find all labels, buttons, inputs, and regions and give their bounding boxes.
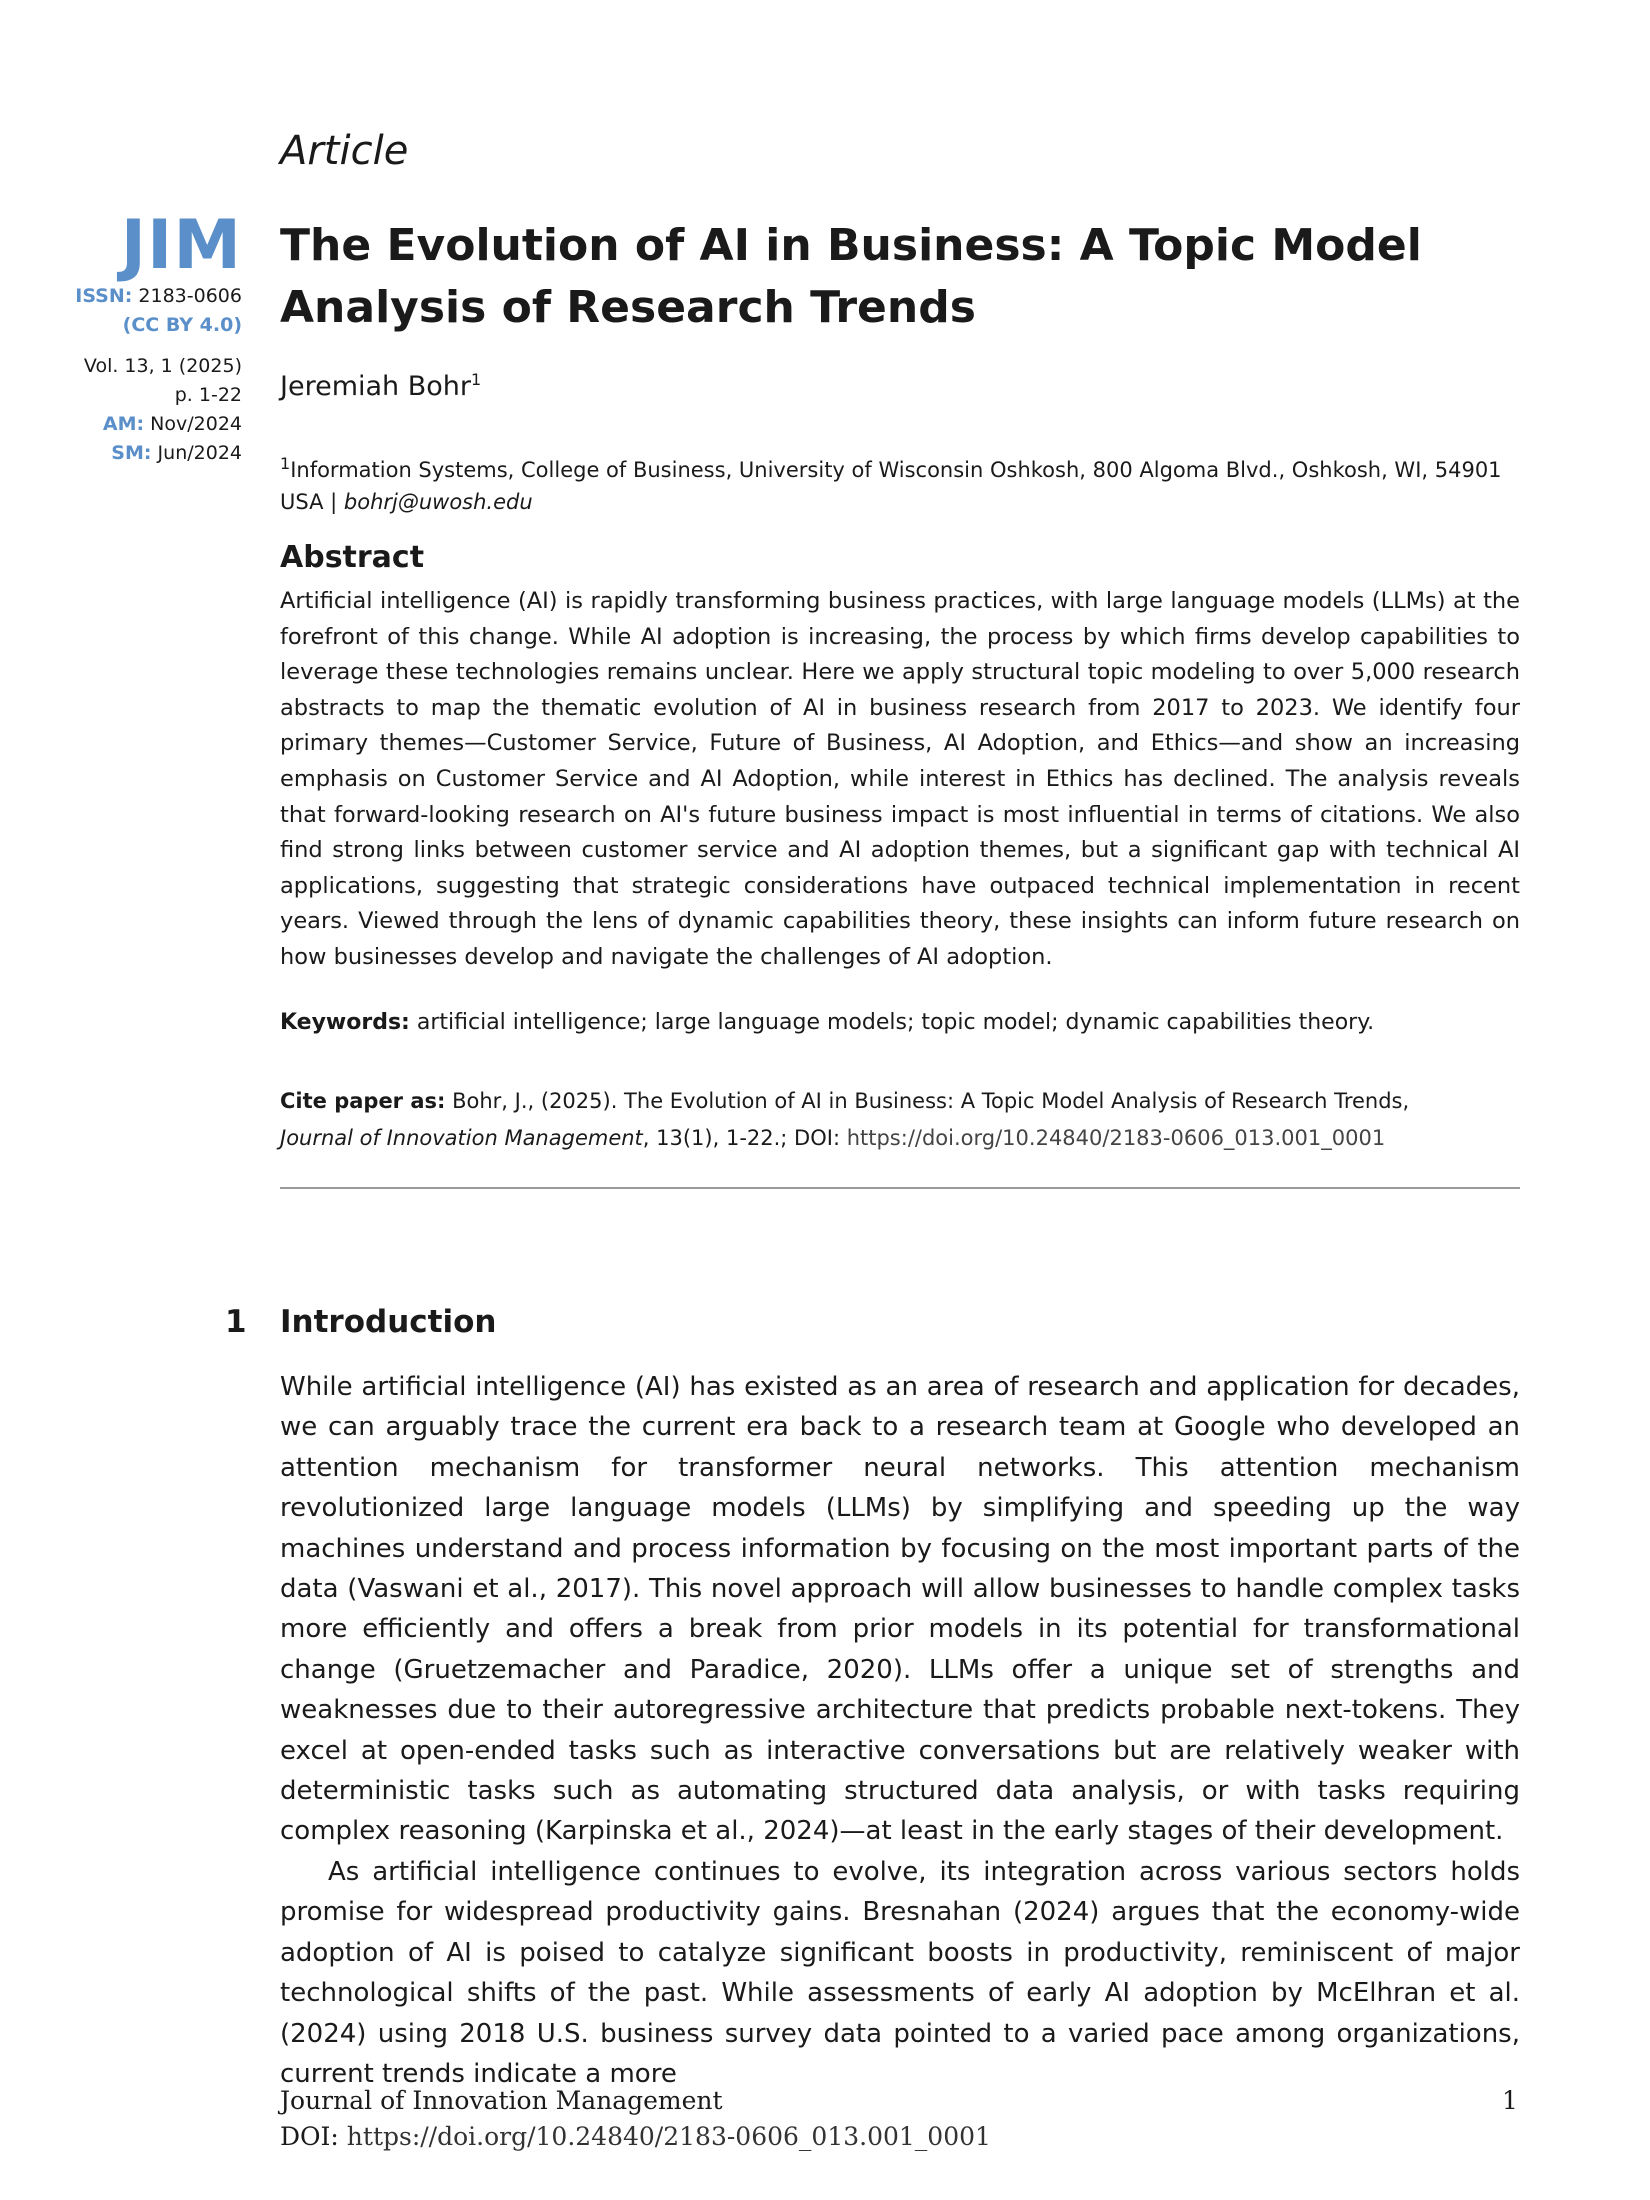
am-label: AM:: [102, 413, 145, 435]
introduction-body: [280, 1367, 1520, 2094]
paragraph: While artificial intelligence (AI) has existed as an area of research and application for decades, we can arguably trace the current era back to a research team at Google who developed an attention mechanism for transformer neural networks. This attention mechanism revolutionized large language models (LLMs) by simplifying and speeding up the way machines understand and process information by focusing on the most important parts of the data (Vaswani et al., 2017). This novel approach will allow businesses to handle complex tasks more efficiently and offers a break from prior models in its potential for transformational change (Gruetzemacher and Paradice, 2020). LLMs offer a unique set of strengths and weaknesses due to their autoregressive architecture that predicts probable next-tokens. They excel at open-ended tasks such as interactive conversations but are relatively weaker with deterministic tasks such as automating structured data analysis, or with tasks requiring complex reasoning (Karpinska et al., 2024)—at least in the early stages of their development.: [280, 1372, 1520, 1847]
sm-label: SM:: [111, 442, 152, 464]
footer-doi-label: DOI:: [280, 2122, 347, 2151]
cite-rest: , 13(1), 1-22.; DOI:: [642, 1126, 847, 1150]
header-divider: [280, 1187, 1520, 1189]
author-email[interactable]: bohrj@uwosh.edu: [343, 490, 533, 514]
journal-logo: JIM: [120, 206, 242, 285]
author-affil-marker: 1: [471, 370, 482, 389]
issn-label: ISSN:: [75, 285, 133, 307]
affiliation: [280, 448, 1530, 518]
abstract-text: Artificial intelligence (AI) is rapidly transforming business practices, with large language models (LLMs) at the forefront of this change. While AI adoption is increasing, the process by which firms develop capabilities to leverage these technologies remains unclear. Here we apply structural topic modeling to over 5,000 research abstracts to map the thematic evolution of AI in business research from 2017 to 2023. We identify four primary themes—Customer Service, Future of Business, AI Adoption, and Ethics—and show an increasing emphasis on Customer Service and AI Adoption, while interest in Ethics has declined. The analysis reveals that forward-looking research on AI's future business impact is most influential in terms of citations. We also find strong links between customer service and AI adoption themes, but a significant gap with technical AI applications, suggesting that strategic considerations have outpaced technical implementation in recent years. Viewed through the lens of dynamic capabilities theory, these insights can inform future research on how businesses develop and navigate the challenges of AI adoption.: [280, 588, 1520, 970]
am-value: Nov/2024: [150, 413, 242, 435]
paper-title: The Evolution of AI in Business: A Topic Model Analysis of Research Trends: [280, 220, 1422, 333]
keywords-text: artificial intelligence; large language models; topic model; dynamic capabilities theory.: [416, 1010, 1375, 1035]
sm-value: Jun/2024: [157, 442, 242, 464]
keywords-label: Keywords:: [280, 1010, 410, 1035]
issn-value: 2183-0606: [138, 285, 242, 307]
article-type-label: Article: [280, 128, 409, 174]
volume-info: Vol. 13, 1 (2025): [83, 355, 242, 377]
page-number: 1: [1502, 2086, 1518, 2115]
author-line: [280, 370, 481, 402]
citation-block: [280, 1083, 1520, 1157]
cite-journal: Journal of Innovation Management: [280, 1126, 643, 1150]
license-label: (CC BY 4.0): [122, 314, 242, 336]
footer-doi-link[interactable]: https://doi.org/10.24840/2183-0606_013.001_0001: [346, 2122, 991, 2151]
affil-text: Information Systems, College of Business, University of Wisconsin Oshkosh, 800 Algoma Blvd., Oshkosh, WI, 54901 USA |: [280, 458, 1502, 514]
cite-doi-link[interactable]: https://doi.org/10.24840/2183-0606_013.001_0001: [846, 1126, 1386, 1150]
footer-doi-line: [280, 2122, 991, 2151]
author-name: Jeremiah Bohr: [280, 371, 471, 402]
cite-text: Bohr, J., (2025). The Evolution of AI in Business: A Topic Model Analysis of Research Trends,: [452, 1089, 1410, 1113]
footer-journal-name: Journal of Innovation Management: [280, 2086, 723, 2115]
sm-line: [30, 439, 242, 468]
page-range: p. 1-22: [174, 384, 242, 406]
affil-marker: 1: [280, 454, 291, 473]
cite-label: Cite paper as:: [280, 1089, 446, 1113]
abstract-heading: Abstract: [280, 540, 425, 575]
section-title: Introduction: [280, 1304, 497, 1340]
paragraph: As artificial intelligence continues to evolve, its integration across various sectors holds promise for widespread productivity gains. Bresnahan (2024) argues that the economy-wide adoption of AI is poised to catalyze significant boosts in productivity, reminiscent of major technological shifts of the past. While assessments of early AI adoption by McElhran et al. (2024) using 2018 U.S. business survey data pointed to a varied pace among organizations, current trends indicate a more: [280, 1856, 1520, 2089]
section-number: 1: [225, 1304, 247, 1340]
keywords-line: [280, 1010, 1530, 1035]
issn-line: [30, 282, 242, 311]
am-line: [30, 410, 242, 439]
journal-sidebar: [30, 206, 242, 468]
